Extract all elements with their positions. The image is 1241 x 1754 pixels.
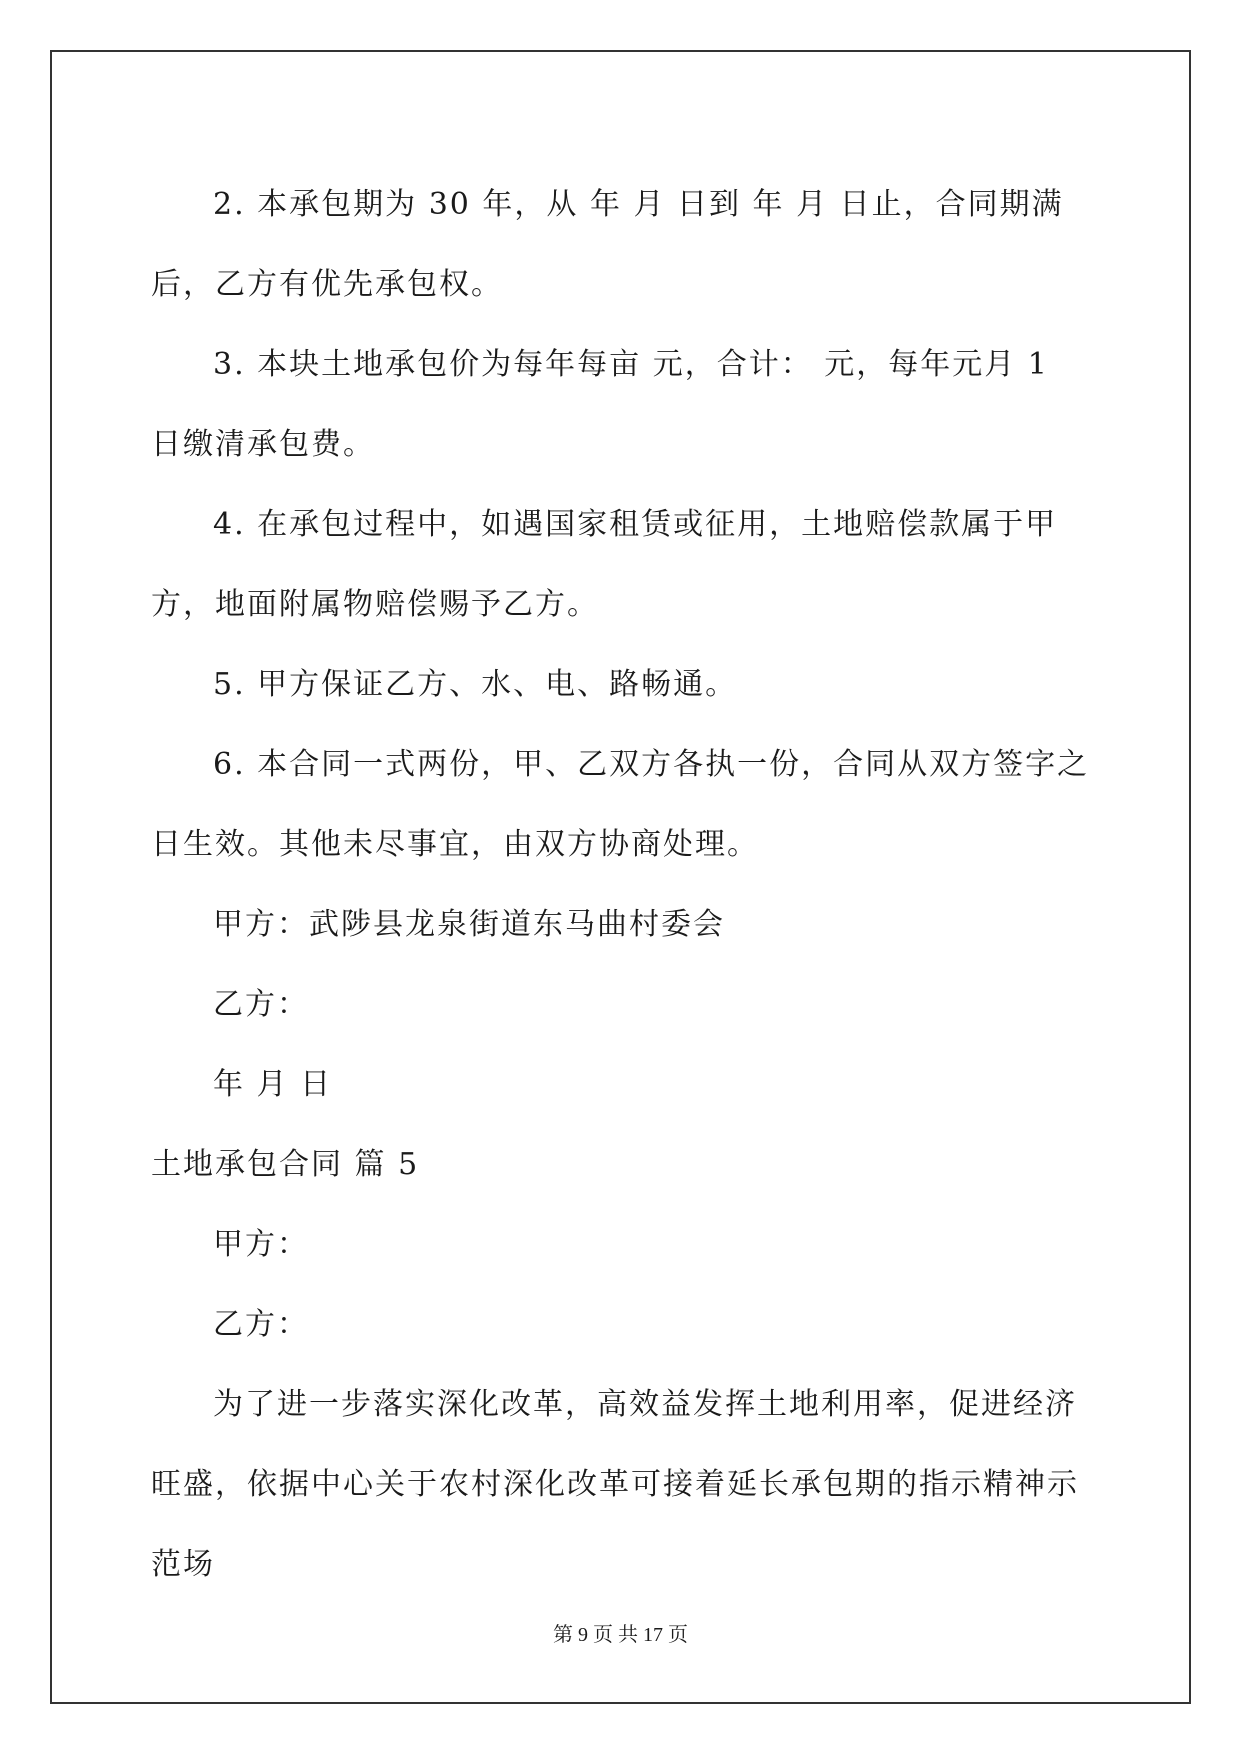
clause-5: 5. 甲方保证乙方、水、电、路畅通。	[213, 667, 738, 702]
party-b-label: 乙方：	[213, 1307, 309, 1342]
party-a-label: 甲方：	[213, 1227, 309, 1262]
party-b-signature: 乙方：	[213, 987, 309, 1022]
party-a-signature: 甲方：武陟县龙泉街道东马曲村委会	[213, 907, 725, 942]
clause-6: 6. 本合同一式两份，甲、乙双方各执一份，合同从双方签字之日生效。其他未尽事宜，由双方协商处理。	[151, 747, 1090, 862]
signature-date: 年 月 日	[213, 1067, 333, 1102]
clause-2: 2. 本承包期为 30 年，从 年 月 日到 年 月 日止，合同期满后，乙方有优先承包权。	[151, 187, 1064, 302]
clause-4: 4. 在承包过程中，如遇国家租赁或征用，土地赔偿款属于甲方，地面附属物赔偿赐予乙方。	[151, 507, 1058, 622]
page-footer: 第 9 页 共 17 页	[553, 1624, 688, 1646]
document-body	[151, 165, 1091, 1605]
clause-3: 3. 本块土地承包价为每年每亩 元，合计： 元，每年元月 1 日缴清承包费。	[151, 347, 1049, 462]
section-heading: 土地承包合同 篇 5	[151, 1147, 420, 1182]
preamble-paragraph: 为了进一步落实深化改革，高效益发挥土地利用率，促进经济旺盛，依据中心关于农村深化改革可接着延长承包期的指示精神示范场	[151, 1387, 1079, 1582]
